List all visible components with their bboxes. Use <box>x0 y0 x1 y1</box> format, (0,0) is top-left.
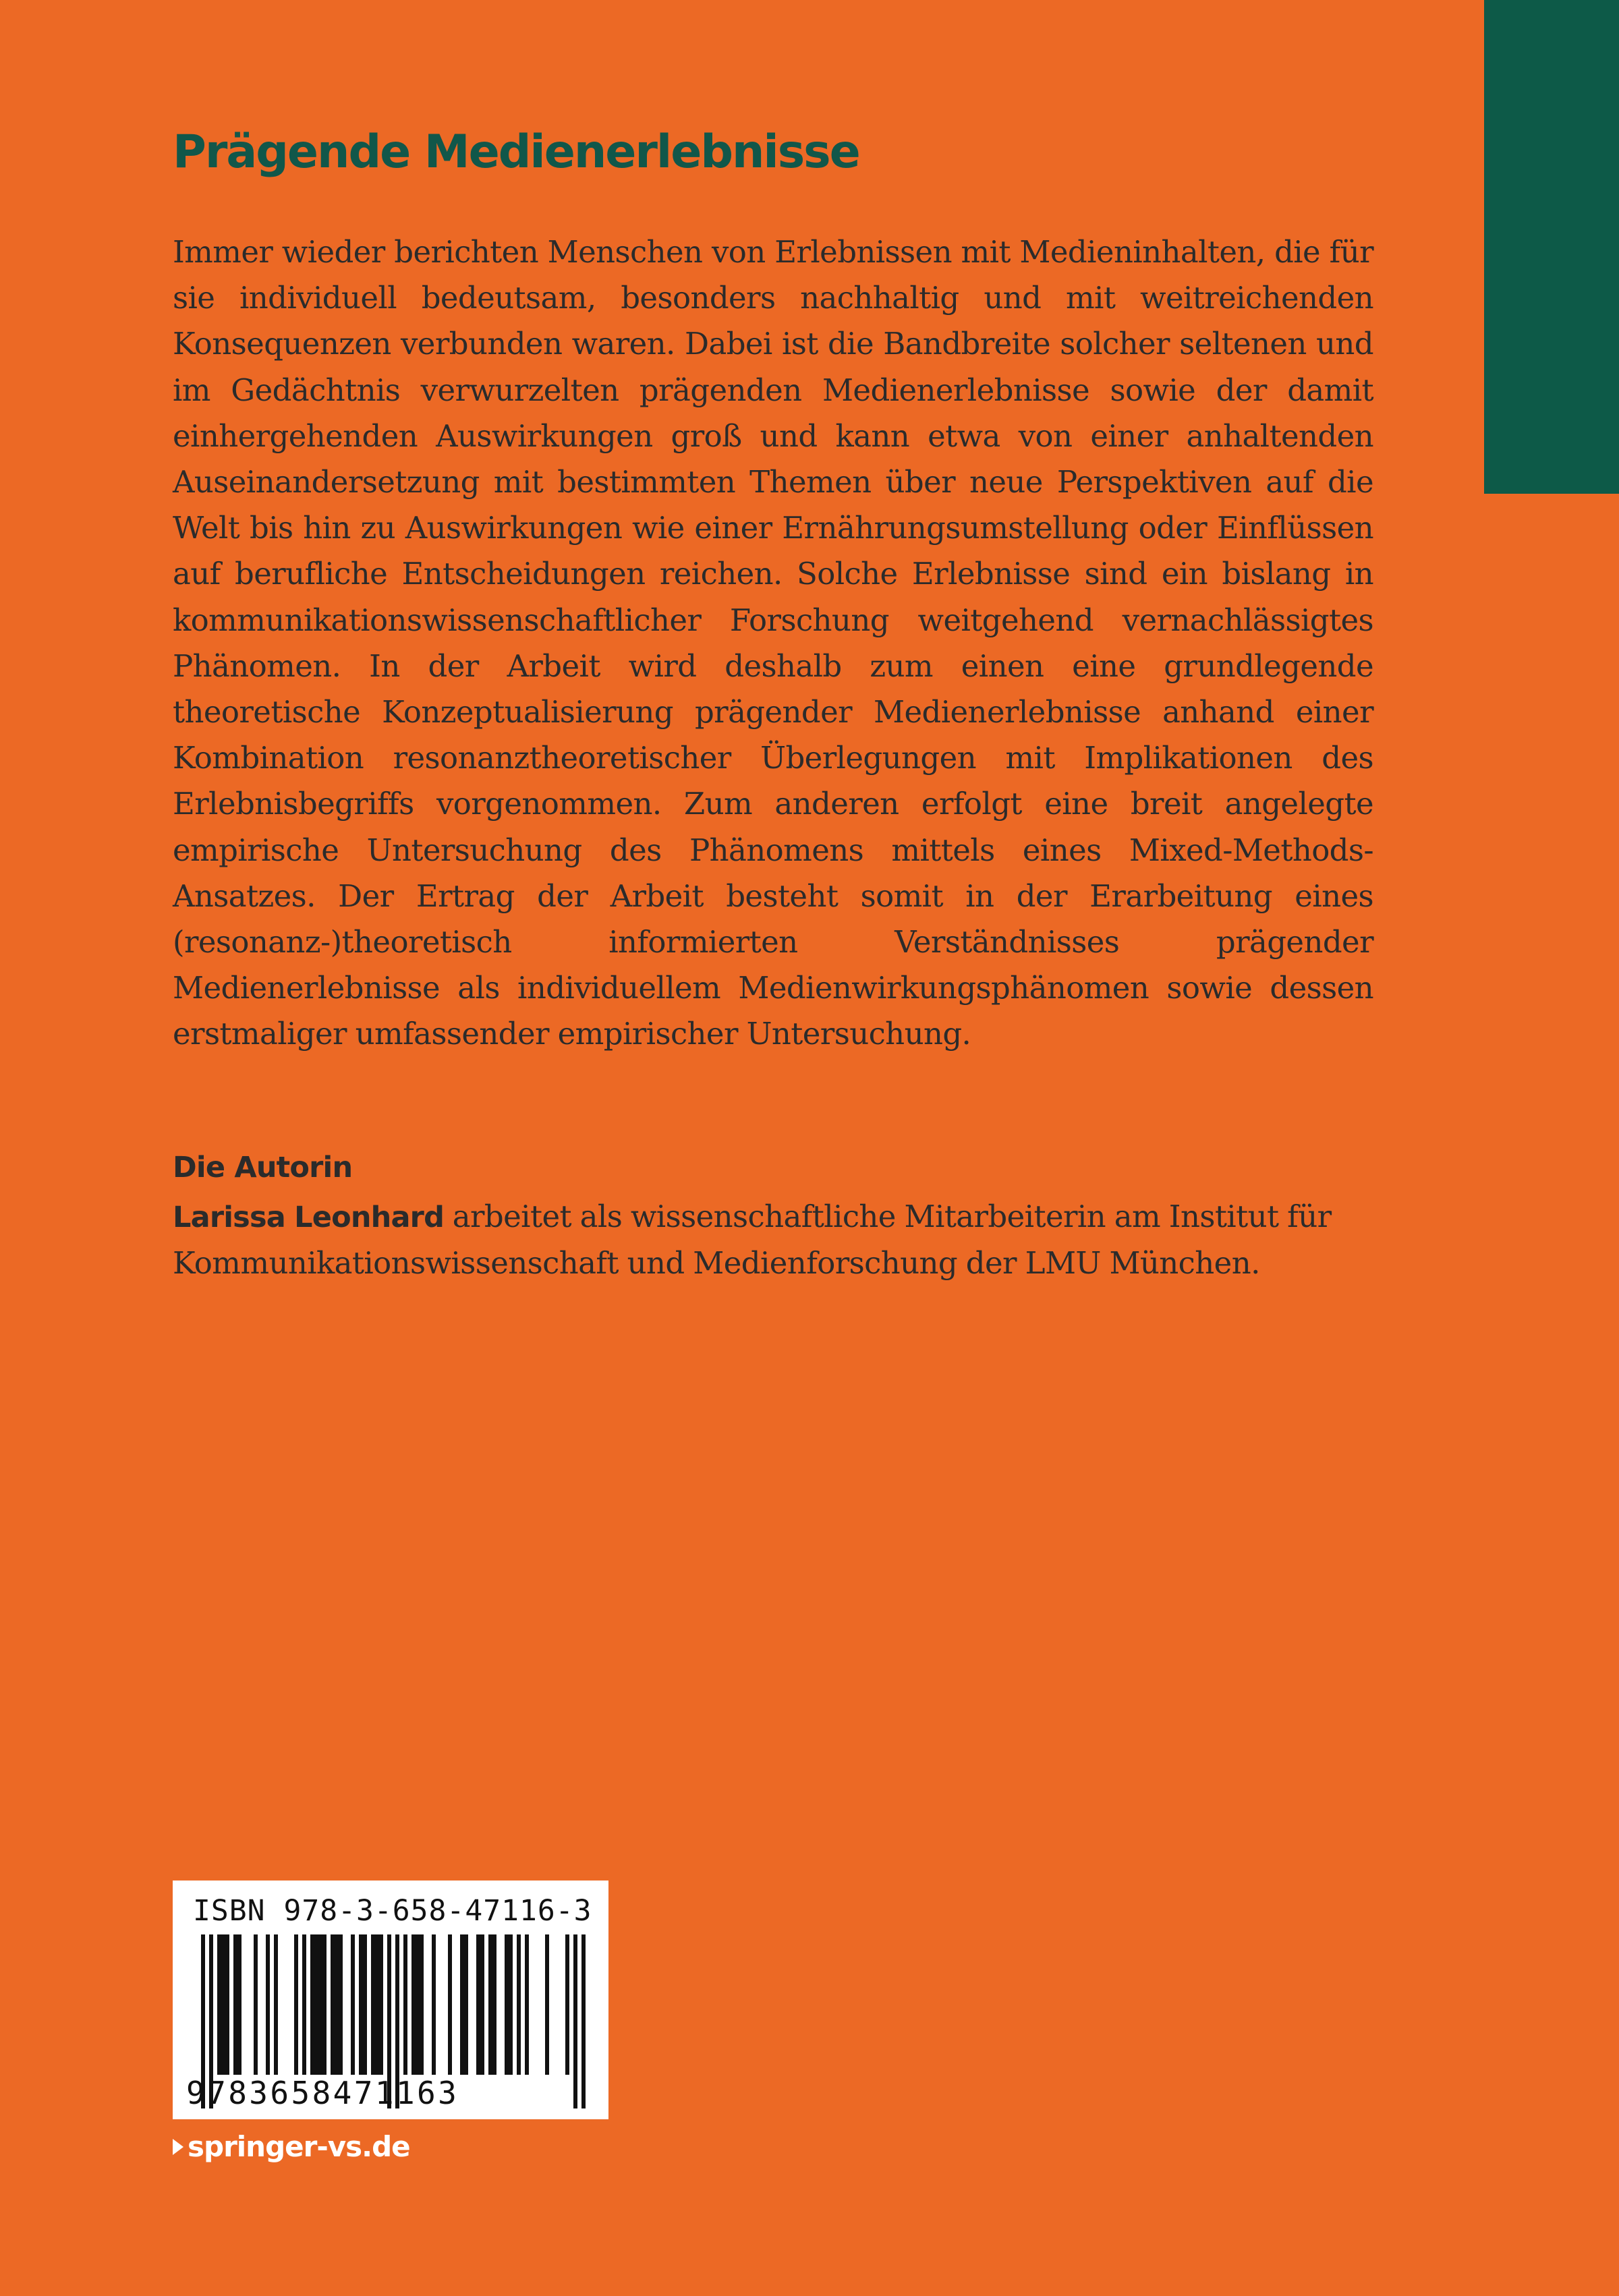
barcode-bar <box>460 1934 464 2075</box>
isbn-barcode <box>173 1881 608 2119</box>
ean-number: 9783658471163 <box>186 2075 459 2111</box>
barcode-bar <box>492 1934 496 2075</box>
barcode-bar <box>294 1934 298 2075</box>
isbn-label: ISBN 978-3-658-47116-3 <box>193 1894 592 1928</box>
barcode-bar <box>237 1934 242 2075</box>
barcode-bar <box>266 1934 270 2075</box>
barcode-bar <box>375 1934 379 2075</box>
barcode-bar <box>379 1934 383 2075</box>
author-bio <box>173 1194 1373 1286</box>
barcode-bar <box>217 1934 221 2075</box>
barcode-bar <box>221 1934 225 2075</box>
barcode-bar <box>416 1934 420 2075</box>
blurb-text: Immer wieder berichten Menschen von Erlebnissen mit Medieninhalten, die für sie individuell bedeutsam, besonders nachhaltig und mit weitreichenden Konsequenzen verbunden waren. Dabei ist die Bandbreite solcher seltenen und im Gedächtnis verwurzelten prägenden Medienerlebnisse sowie der damit einhergehenden Auswirkungen groß und kann etwa von einer anhaltenden Auseinandersetzung mit bestimmten Themen über neue Perspektiven auf die Welt bis hin zu Auswirkungen wie einer Ernährungsumstellung oder Einflüssen auf berufliche Entscheidungen reichen. Solche Erlebnisse sind ein bislang in kommunikationswissenschaftlicher Forschung weitgehend vernachlässigtes Phänomen. In der Arbeit wird deshalb zum einen eine grundlegende theoretische Konzeptualisierung prägender Medienerlebnisse anhand einer Kombination resonanztheoretischer Überlegungen mit Implikationen des Erlebnisbegriffs vorgenommen. Zum anderen erfolgt eine breit angelegte empirische Untersuchung des Phänomens mittels eines Mixed-Methods-Ansatzes. Der Ertrag der Arbeit besteht somit in der Erarbeitung eines (resonanz-)theoretisch informierten Verständnisses prägender Medienerlebnisse als individuellem Medienwirkungsphänomen sowie dessen erstmaliger umfassender empirischer Untersuchung. <box>173 234 1373 1052</box>
barcode-bar <box>225 1934 229 2075</box>
author-description: arbeitet als wissenschaftliche Mitarbeiterin am Institut für Kommunikationswissenschaft und Medienforschung der LMU München. <box>173 1199 1332 1281</box>
barcode-bar <box>302 1934 306 2075</box>
barcode-bar <box>432 1934 436 2075</box>
arrow-right-icon <box>173 2139 183 2155</box>
barcode-bar <box>545 1934 549 2075</box>
author-heading: Die Autorin <box>173 1151 353 1184</box>
accent-tab <box>1484 0 1619 494</box>
barcode-bar <box>363 1934 367 2075</box>
barcode-bar <box>331 1934 335 2075</box>
barcode-bar <box>351 1934 355 2075</box>
barcode-bar <box>339 1934 343 2075</box>
barcode-bar <box>403 1934 407 2075</box>
barcode-bar <box>359 1934 363 2075</box>
barcode-bar <box>420 1934 424 2075</box>
barcode-bar <box>274 1934 278 2075</box>
barcode-bar <box>505 1934 509 2075</box>
barcode-bar <box>322 1934 326 2075</box>
barcode-bar <box>488 1934 492 2075</box>
barcode-bar <box>314 1934 318 2075</box>
barcode-bar <box>464 1934 468 2075</box>
publisher-link[interactable] <box>173 2130 410 2163</box>
barcode-bar <box>525 1934 529 2075</box>
barcode-bar <box>310 1934 314 2075</box>
barcode-bar <box>476 1934 480 2075</box>
barcode-bar <box>335 1934 339 2075</box>
barcode-bar <box>371 1934 375 2075</box>
website-text: springer-vs.de <box>188 2130 410 2163</box>
barcode-bar <box>517 1934 521 2075</box>
barcode-bar <box>448 1934 452 2075</box>
barcode-bar <box>233 1934 237 2075</box>
barcode-bar <box>581 1934 586 2108</box>
barcode-bar <box>480 1934 484 2075</box>
barcode-bar <box>509 1934 513 2075</box>
book-title: Prägende Medienerlebnisse <box>173 125 859 179</box>
barcode-bar <box>318 1934 322 2075</box>
barcode-bar <box>573 1934 577 2108</box>
author-name: Larissa Leonhard <box>173 1201 445 1234</box>
barcode-bar <box>254 1934 258 2075</box>
barcode-bar <box>565 1934 569 2075</box>
barcode-bar <box>411 1934 416 2075</box>
